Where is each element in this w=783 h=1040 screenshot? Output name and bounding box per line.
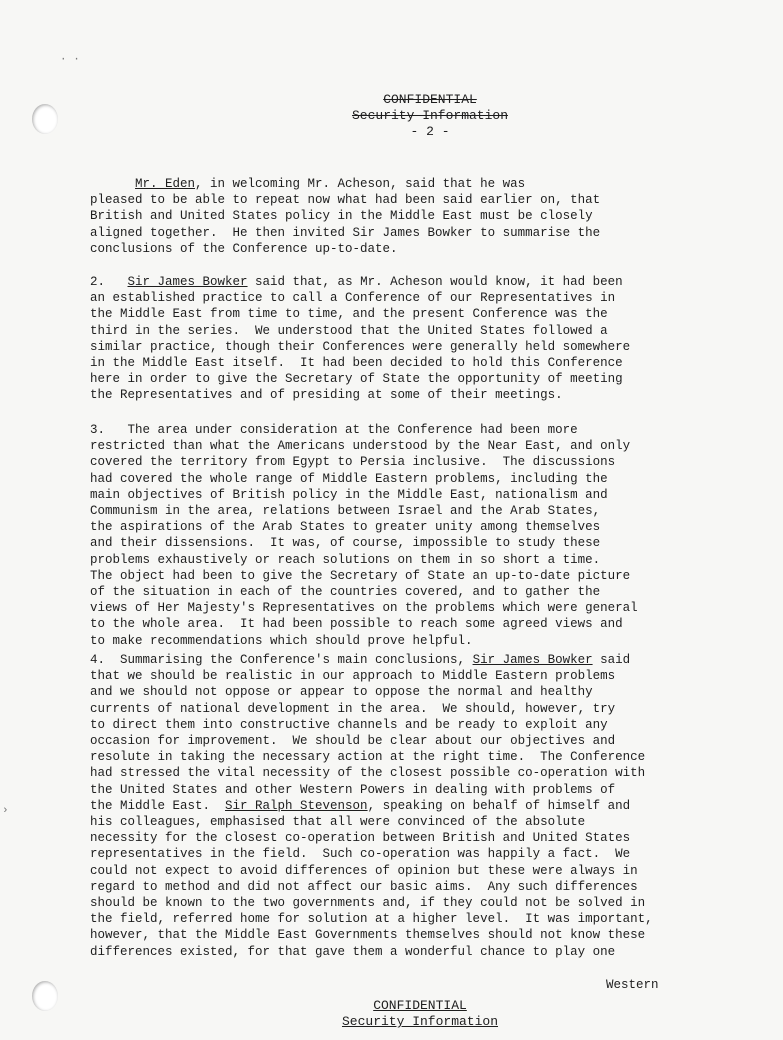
line-text: and we should not oppose or appear to oppose the normal and healthy [90, 685, 593, 700]
line-text: differences existed, for that gave them a wonderful chance to play one [90, 944, 616, 959]
line-text: and their dissensions. It was, of course, impossible to study these [90, 536, 601, 551]
line-text: to make recommendations which should prove helpful. [90, 633, 473, 648]
page-header [300, 92, 560, 140]
line-text: 4. Summarising the Conference's main conclusions, [90, 653, 473, 667]
text-line [90, 241, 690, 257]
speaker-name: Sir James Bowker [472, 653, 593, 667]
text-line [90, 782, 690, 798]
line-text: in the Middle East itself. It had been decided to hold this Conference [90, 356, 623, 371]
line-text: to the whole area. It had been possible to reach some agreed views and [90, 617, 623, 632]
line-text: , speaking on behalf of himself and [367, 798, 631, 813]
line-text: Communism in the area, relations between Israel and the Arab States, [90, 504, 601, 519]
line-text: main objectives of British policy in the Middle East, nationalism and [90, 487, 608, 502]
text-line [90, 454, 690, 470]
line-text: , in welcoming Mr. Acheson, said that he was [195, 177, 526, 191]
line-text: the United States and other Western Powers in dealing with problems of [90, 782, 616, 797]
text-line [90, 568, 690, 584]
text-line [90, 438, 690, 454]
speaker-name: Sir James Bowker [127, 275, 248, 289]
line-text: however, that the Middle East Governments themselves should not know these [90, 928, 646, 943]
page-footer [290, 998, 550, 1030]
text-line [90, 652, 690, 668]
text-line [90, 176, 690, 192]
line-text: third in the series. We understood that the United States followed a [90, 323, 608, 338]
paragraph-1 [90, 176, 690, 257]
line-text: representatives in the field. Such co-operation was happily a fact. We [90, 847, 631, 862]
line-text: regard to method and did not affect our basic aims. Any such differences [90, 879, 638, 894]
line-text: conclusions of the Conference up-to-date. [90, 241, 398, 256]
paragraph-2 [90, 274, 690, 404]
text-line [90, 863, 690, 879]
line-text: similar practice, though their Conferences were generally held somewhere [90, 339, 631, 354]
text-line [90, 814, 690, 830]
text-line [90, 371, 690, 387]
line-text: views of Her Majesty's Representatives on the problems which were general [90, 601, 638, 616]
line-text: necessity for the closest co-operation between British and United States [90, 831, 631, 846]
punch-hole-bottom [32, 981, 58, 1011]
text-line [90, 668, 690, 684]
paragraph-4 [90, 652, 690, 960]
line-text: could not expect to avoid differences of opinion but these were always in [90, 863, 638, 878]
text-line [90, 274, 690, 290]
punch-hole-top [32, 104, 58, 134]
text-line [90, 519, 690, 535]
text-line [90, 600, 690, 616]
line-text: the Middle East from time to time, and the present Conference was the [90, 307, 608, 322]
text-line [90, 633, 690, 649]
classification-label: CONFIDENTIAL [383, 92, 477, 107]
line-text: had stressed the vital necessity of the closest possible co-operation with [90, 766, 646, 781]
line-text: his colleagues, emphasised that all were convinced of the absolute [90, 815, 586, 830]
line-text: problems exhaustively or reach solutions on them in so short a time. [90, 552, 601, 567]
line-text: occasion for improvement. We should be clear about our objectives and [90, 734, 616, 749]
text-line [90, 339, 690, 355]
text-line [90, 355, 690, 371]
line-text: the Representatives and of presiding at some of their meetings. [90, 388, 563, 403]
text-line [90, 471, 690, 487]
text-line [90, 584, 690, 600]
text-line [90, 387, 690, 403]
line-text: an established practice to call a Conference of our Representatives in [90, 291, 616, 306]
line-text: the field, referred home for solution at a higher level. It was important, [90, 912, 653, 927]
pencil-mark: · · [60, 54, 80, 66]
footer-security-label: Security Information [341, 1014, 499, 1029]
text-line [90, 306, 690, 322]
line-text: restricted than what the Americans understood by the Near East, and only [90, 439, 631, 454]
text-line [90, 684, 690, 700]
text-line [90, 701, 690, 717]
text-line [90, 552, 690, 568]
line-text: British and United States policy in the Middle East must be closely [90, 209, 593, 224]
text-line [90, 208, 690, 224]
text-line [90, 830, 690, 846]
page-number: - 2 - [410, 124, 450, 139]
line-text: to direct them into constructive channels and be ready to exploit any [90, 717, 608, 732]
text-line [90, 879, 690, 895]
line-text: aligned together. He then invited Sir James Bowker to summarise the [90, 225, 601, 240]
line-text: currents of national development in the area. We should, however, try [90, 701, 616, 716]
text-line [90, 944, 690, 960]
text-line [90, 487, 690, 503]
line-text: the Middle East. [90, 798, 226, 813]
line-text: had covered the whole range of Middle Eastern problems, including the [90, 471, 608, 486]
line-text: pleased to be able to repeat now what had been said earlier on, that [90, 193, 601, 208]
security-label: Security Information [351, 108, 509, 123]
text-line [90, 225, 690, 241]
text-line [90, 616, 690, 632]
line-text [90, 177, 135, 191]
text-line [90, 911, 690, 927]
text-line [90, 422, 690, 438]
text-line [90, 192, 690, 208]
speaker-name: Mr. Eden [135, 177, 196, 191]
text-line [90, 290, 690, 306]
speaker-name: Sir Ralph Stevenson [225, 798, 368, 813]
line-text: of the situation in each of the countries covered, and to gather the [90, 585, 601, 600]
line-text: 2. [90, 275, 128, 289]
text-line [90, 927, 690, 943]
text-line [90, 846, 690, 862]
text-line [90, 798, 690, 814]
catchword: Western [606, 978, 659, 992]
text-line [90, 503, 690, 519]
line-text: resolute in taking the necessary action at the right time. The Conference [90, 750, 646, 765]
line-text: The object had been to give the Secretary of State an up-to-date picture [90, 568, 631, 583]
text-line [90, 323, 690, 339]
line-text: should be known to the two governments and, if they could not be solved in [90, 896, 646, 911]
line-text: that we should be realistic in our approach to Middle Eastern problems [90, 669, 616, 684]
line-text: said [592, 653, 631, 667]
text-line [90, 765, 690, 781]
line-text: covered the territory from Egypt to Persia inclusive. The discussions [90, 455, 616, 470]
line-text: said that, as Mr. Acheson would know, it had been [247, 275, 623, 289]
paragraph-3 [90, 422, 690, 649]
line-text: 3. The area under consideration at the Conference had been more [90, 423, 578, 437]
text-line [90, 749, 690, 765]
text-line [90, 895, 690, 911]
line-text: here in order to give the Secretary of State the opportunity of meeting [90, 372, 623, 387]
footer-classification-label: CONFIDENTIAL [373, 998, 467, 1013]
line-text: the aspirations of the Arab States to greater unity among themselves [90, 520, 601, 535]
margin-mark: › [2, 805, 9, 817]
text-line [90, 717, 690, 733]
text-line [90, 535, 690, 551]
text-line [90, 733, 690, 749]
